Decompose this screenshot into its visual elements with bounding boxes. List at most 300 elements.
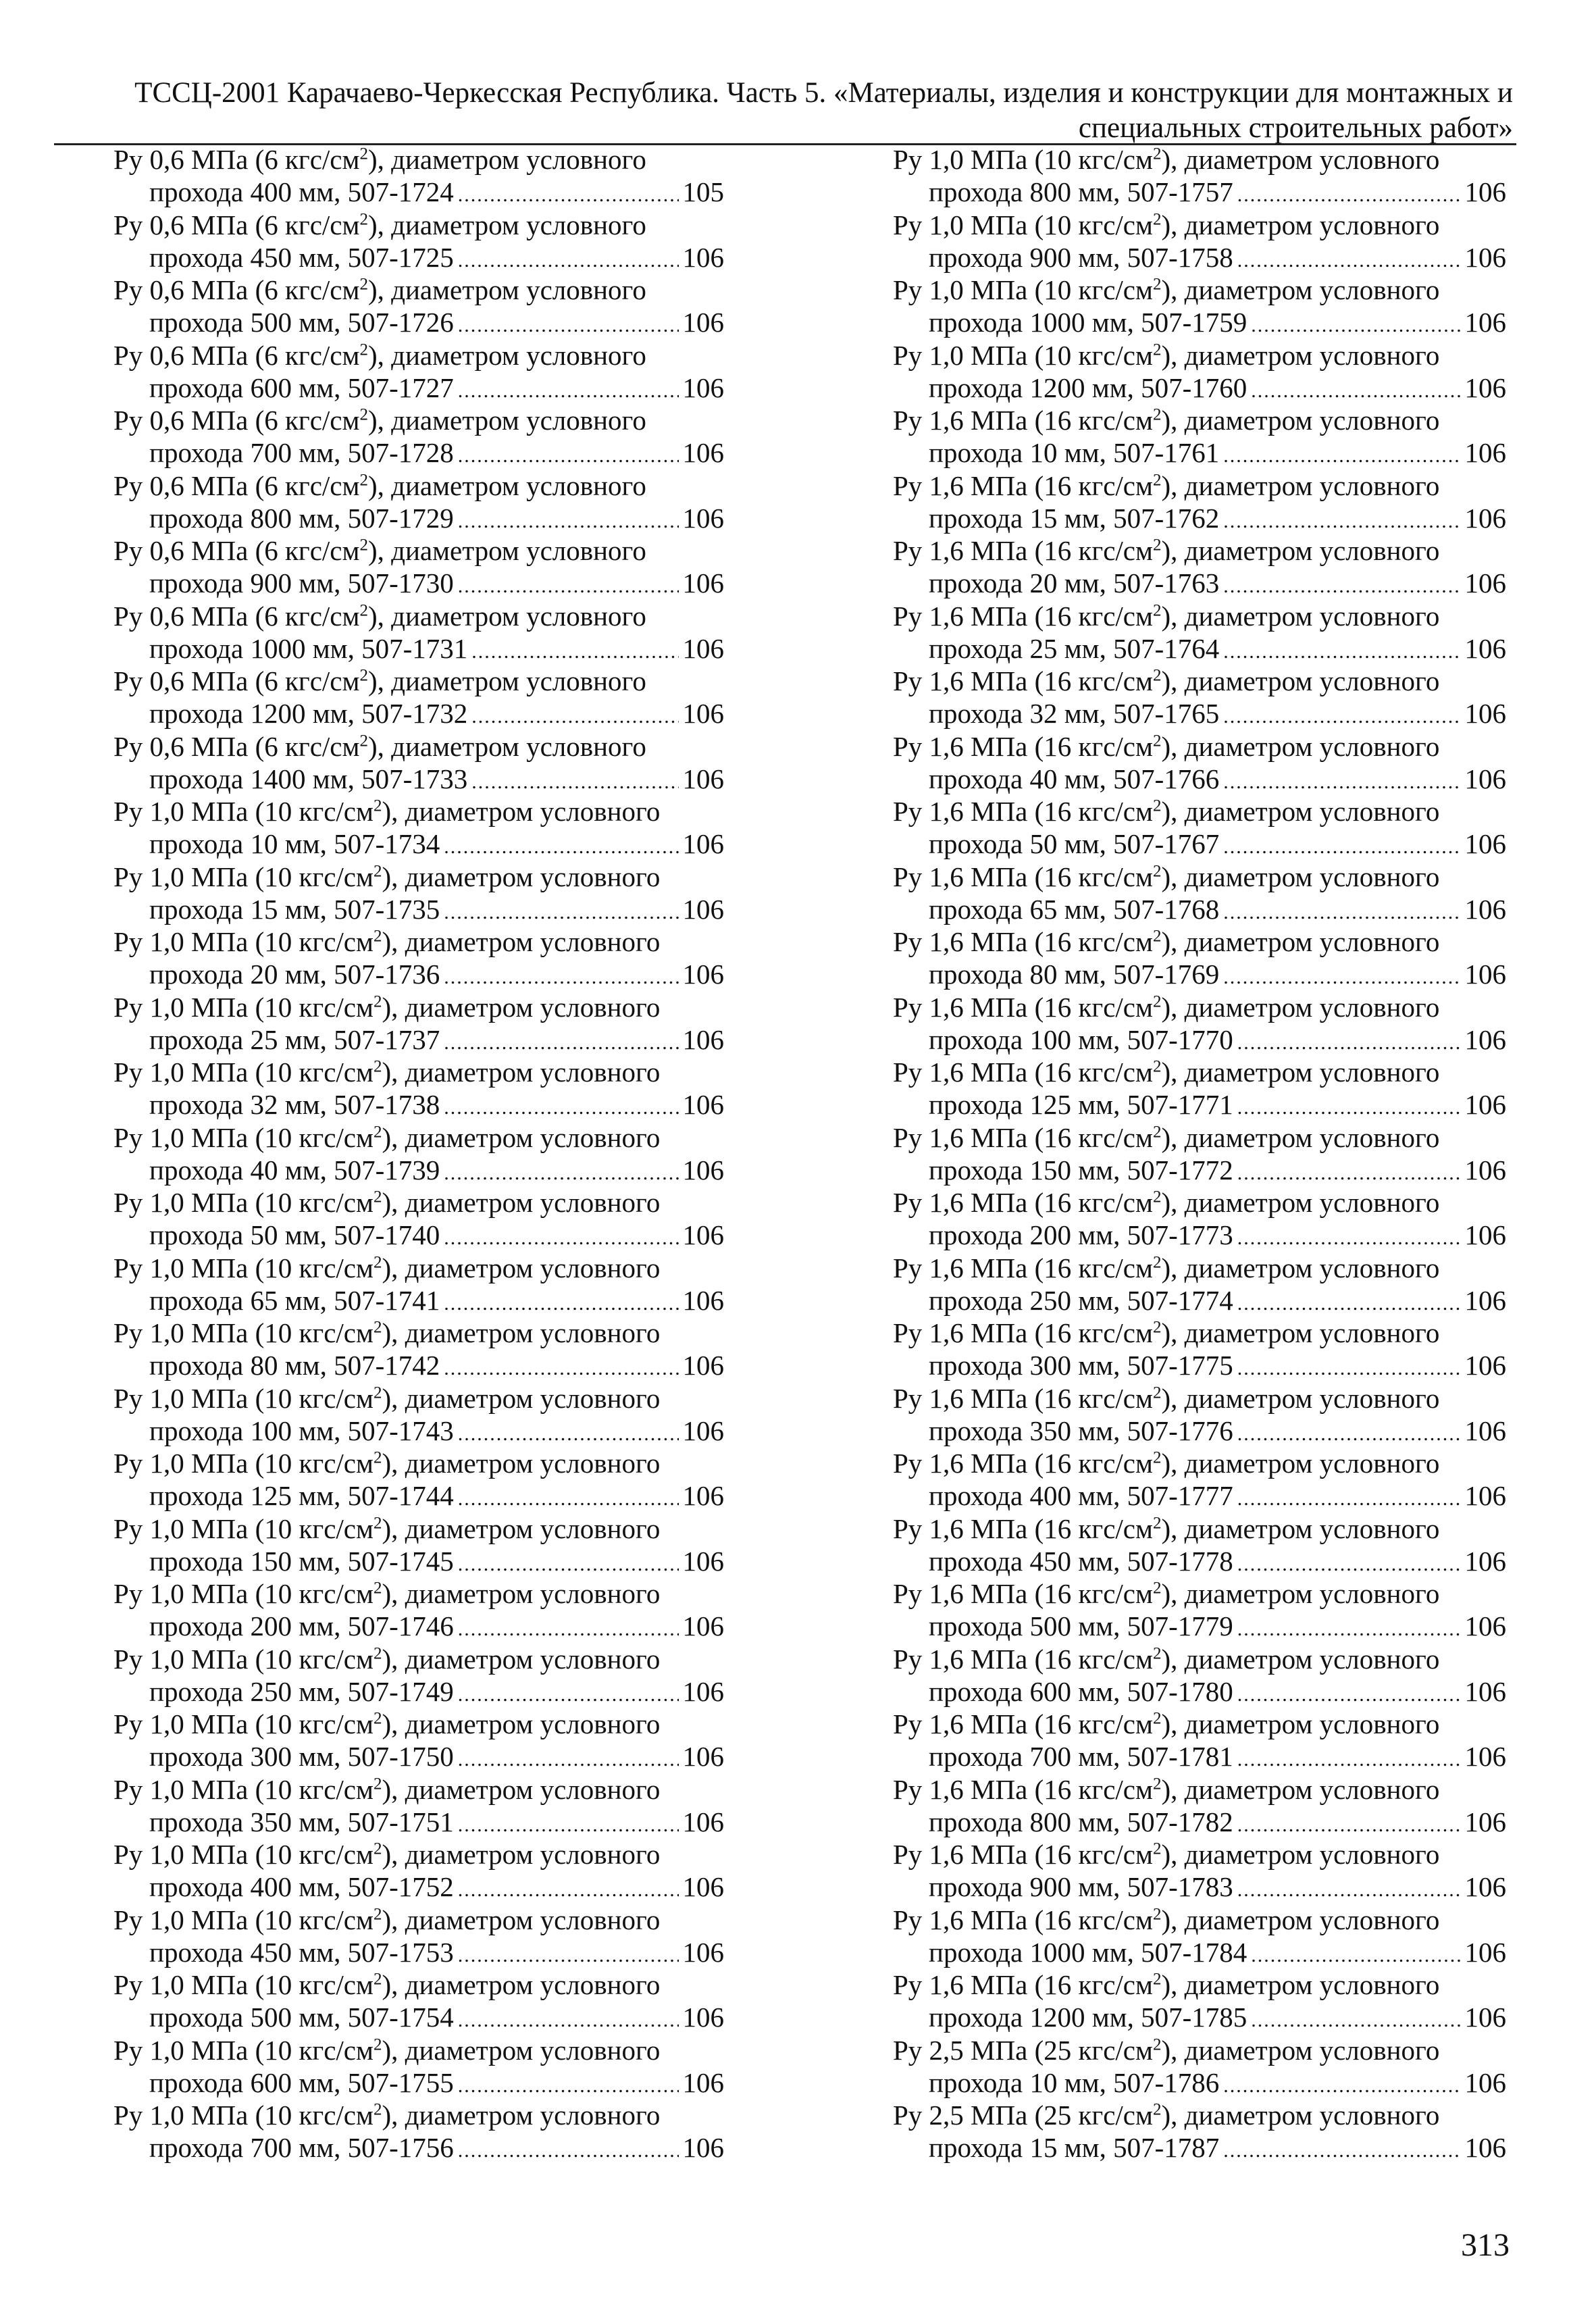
entry-description xyxy=(113,1123,724,1155)
entry-detail-line xyxy=(113,1611,724,1644)
entry-prefix: Ру 1,6 МПа (16 кгс/см xyxy=(893,926,1153,957)
entry-description xyxy=(113,1253,724,1286)
entry-page-ref: 106 xyxy=(1464,698,1506,729)
entry-suffix: ), диаметром условного xyxy=(367,665,646,696)
dot-leader xyxy=(1237,1288,1461,1319)
entry-detail: прохода 450 мм, 507-1778 xyxy=(929,1545,1233,1577)
entry-superscript: 2 xyxy=(373,1839,382,1858)
entry-page-ref: 106 xyxy=(1464,763,1506,794)
dot-leader xyxy=(444,1092,678,1123)
dot-leader xyxy=(1237,1614,1461,1644)
entry-description xyxy=(113,210,724,243)
entry-description xyxy=(113,1318,724,1350)
entry-suffix: ), диаметром условного xyxy=(382,1057,661,1088)
entry-superscript: 2 xyxy=(1152,145,1162,163)
index-entry xyxy=(113,1123,724,1188)
entry-description xyxy=(893,1644,1506,1677)
entry-description xyxy=(113,1775,724,1807)
entry-superscript: 2 xyxy=(373,1383,382,1402)
entry-prefix: Ру 1,0 МПа (10 кгс/см xyxy=(113,1252,374,1283)
entry-suffix: ), диаметром условного xyxy=(382,1969,661,2000)
entry-page-ref: 106 xyxy=(682,1871,724,1902)
entry-description xyxy=(113,666,724,698)
index-entry xyxy=(893,927,1506,992)
entry-prefix: Ру 1,0 МПа (10 кгс/см xyxy=(113,1382,374,1414)
entry-prefix: Ру 1,0 МПа (10 кгс/см xyxy=(113,1578,374,1609)
entry-superscript: 2 xyxy=(1152,1122,1162,1141)
entry-detail-line xyxy=(113,1090,724,1122)
entry-prefix: Ру 1,0 МПа (10 кгс/см xyxy=(113,1643,374,1675)
entry-detail: прохода 800 мм, 507-1729 xyxy=(149,502,454,534)
entry-description xyxy=(113,992,724,1025)
index-entry xyxy=(893,2100,1506,2166)
entry-detail-line xyxy=(113,829,724,861)
entry-suffix: ), диаметром условного xyxy=(382,991,661,1023)
dot-leader xyxy=(444,1158,678,1188)
entry-superscript: 2 xyxy=(359,666,368,685)
dot-leader xyxy=(458,1679,679,1710)
entry-page-ref: 106 xyxy=(682,959,724,990)
entry-detail-line xyxy=(113,438,724,470)
entry-detail: прохода 450 мм, 507-1725 xyxy=(149,241,454,273)
entry-detail-line xyxy=(113,2133,724,2165)
entry-superscript: 2 xyxy=(373,1513,382,1532)
entry-prefix: Ру 0,6 МПа (6 кгс/см xyxy=(113,144,360,175)
entry-suffix: ), диаметром условного xyxy=(1161,1839,1440,1870)
entry-detail-line xyxy=(893,1937,1506,1970)
dot-leader xyxy=(444,832,678,862)
entry-page-ref: 106 xyxy=(1464,502,1506,534)
entry-detail: прохода 900 мм, 507-1758 xyxy=(929,241,1233,273)
entry-page-ref: 106 xyxy=(682,241,724,273)
index-entry xyxy=(893,1579,1506,1644)
entry-description xyxy=(113,1709,724,1742)
entry-prefix: Ру 1,6 МПа (16 кгс/см xyxy=(893,1904,1153,1935)
entry-superscript: 2 xyxy=(1152,666,1162,685)
index-entry xyxy=(893,666,1506,732)
entry-suffix: ), диаметром условного xyxy=(1161,861,1440,892)
entry-superscript: 2 xyxy=(1152,1579,1162,1598)
entry-prefix: Ру 1,6 МПа (16 кгс/см xyxy=(893,1969,1153,2000)
entry-description xyxy=(893,145,1506,177)
dot-leader xyxy=(1237,180,1461,210)
entry-suffix: ), диаметром условного xyxy=(367,274,646,305)
entry-detail-line xyxy=(893,1546,1506,1579)
entry-detail-line xyxy=(893,829,1506,861)
entry-detail-line xyxy=(893,959,1506,992)
entry-prefix: Ру 1,6 МПа (16 кгс/см xyxy=(893,1708,1153,1739)
index-column-right xyxy=(893,145,1506,2166)
entry-page-ref: 106 xyxy=(682,307,724,338)
entry-description xyxy=(893,1123,1506,1155)
header-line-2: специальных строительных работ» xyxy=(1078,112,1513,144)
entry-prefix: Ру 1,6 МПа (16 кгс/см xyxy=(893,1839,1153,1870)
entry-superscript: 2 xyxy=(373,992,382,1011)
entry-detail-line xyxy=(113,1286,724,1318)
entry-prefix: Ру 0,6 МПа (6 кгс/см xyxy=(113,600,360,632)
entry-superscript: 2 xyxy=(359,145,368,163)
page-number: 313 xyxy=(1461,2227,1510,2263)
entry-superscript: 2 xyxy=(373,1709,382,1728)
entry-suffix: ), диаметром условного xyxy=(1161,2100,1440,2131)
entry-description xyxy=(893,1775,1506,1807)
entry-detail: прохода 500 мм, 507-1779 xyxy=(929,1610,1233,1642)
dot-leader xyxy=(458,245,679,276)
entry-page-ref: 106 xyxy=(682,437,724,468)
index-entry xyxy=(113,210,724,276)
entry-description xyxy=(893,405,1506,438)
entry-suffix: ), диаметром условного xyxy=(382,1708,661,1739)
entry-page-ref: 106 xyxy=(682,1610,724,1642)
entry-detail: прохода 500 мм, 507-1754 xyxy=(149,2002,454,2033)
entry-superscript: 2 xyxy=(1152,1448,1162,1467)
entry-suffix: ), диаметром условного xyxy=(1161,730,1440,762)
index-entry xyxy=(893,471,1506,536)
entry-detail: прохода 250 мм, 507-1774 xyxy=(929,1284,1233,1316)
entry-suffix: ), диаметром условного xyxy=(382,1578,661,1609)
entry-detail-line xyxy=(893,1677,1506,1709)
entry-description xyxy=(893,1839,1506,1872)
entry-page-ref: 106 xyxy=(682,2066,724,2098)
entry-prefix: Ру 1,6 МПа (16 кгс/см xyxy=(893,1773,1153,1805)
dot-leader xyxy=(1237,1679,1461,1710)
index-entry xyxy=(893,1970,1506,2035)
dot-leader xyxy=(1223,701,1460,732)
entry-detail: прохода 80 мм, 507-1742 xyxy=(149,1350,440,1381)
entry-suffix: ), диаметром условного xyxy=(382,1317,661,1348)
entry-detail-line xyxy=(893,1220,1506,1252)
entry-superscript: 2 xyxy=(1152,1252,1162,1271)
entry-suffix: ), диаметром условного xyxy=(1161,274,1440,305)
entry-suffix: ), диаметром условного xyxy=(367,600,646,632)
entry-detail-line xyxy=(893,1090,1506,1122)
entry-description xyxy=(893,862,1506,894)
entry-page-ref: 106 xyxy=(1464,1154,1506,1186)
entry-page-ref: 106 xyxy=(1464,1480,1506,1511)
entry-detail: прохода 1000 мм, 507-1759 xyxy=(929,307,1247,338)
entry-superscript: 2 xyxy=(1152,340,1162,359)
entry-suffix: ), диаметром условного xyxy=(1161,1187,1440,1218)
dot-leader xyxy=(471,636,678,667)
entry-description xyxy=(113,275,724,307)
index-entry xyxy=(113,275,724,340)
entry-detail-line xyxy=(113,177,724,209)
index-entry xyxy=(113,1579,724,1644)
dot-leader xyxy=(1251,2005,1460,2035)
entry-description xyxy=(113,1579,724,1611)
entry-detail-line xyxy=(113,2068,724,2100)
dot-leader xyxy=(1237,1223,1461,1253)
entry-prefix: Ру 1,0 МПа (10 кгс/см xyxy=(113,1121,374,1153)
entry-description xyxy=(893,927,1506,959)
entry-suffix: ), диаметром условного xyxy=(1161,1448,1440,1479)
entry-detail-line xyxy=(113,1025,724,1057)
entry-detail: прохода 450 мм, 507-1753 xyxy=(149,1936,454,1968)
index-entry xyxy=(113,862,724,927)
dot-leader xyxy=(444,1353,678,1383)
entry-detail-line xyxy=(113,1872,724,1904)
entry-detail-line xyxy=(113,373,724,405)
entry-detail: прохода 350 мм, 507-1751 xyxy=(149,1806,454,1837)
entry-suffix: ), диаметром условного xyxy=(1161,665,1440,696)
dot-leader xyxy=(458,506,679,536)
entry-detail: прохода 1000 мм, 507-1731 xyxy=(149,632,468,664)
entry-superscript: 2 xyxy=(1152,992,1162,1011)
entry-suffix: ), диаметром условного xyxy=(382,2034,661,2066)
entry-superscript: 2 xyxy=(1152,1513,1162,1532)
entry-superscript: 2 xyxy=(1152,1709,1162,1728)
entry-suffix: ), диаметром условного xyxy=(367,469,646,501)
entry-prefix: Ру 1,0 МПа (10 кгс/см xyxy=(113,991,374,1023)
entry-page-ref: 106 xyxy=(682,1545,724,1577)
index-entry xyxy=(113,1057,724,1123)
dot-leader xyxy=(458,2070,679,2101)
entry-superscript: 2 xyxy=(1152,927,1162,946)
entry-superscript: 2 xyxy=(373,861,382,880)
entry-prefix: Ру 1,0 МПа (10 кгс/см xyxy=(113,1904,374,1935)
entry-prefix: Ру 1,6 МПа (16 кгс/см xyxy=(893,535,1153,566)
entry-page-ref: 106 xyxy=(1464,1806,1506,1837)
entry-prefix: Ру 1,0 МПа (10 кгс/см xyxy=(113,2100,374,2131)
entry-prefix: Ру 0,6 МПа (6 кгс/см xyxy=(113,209,360,240)
entry-detail: прохода 1200 мм, 507-1760 xyxy=(929,372,1247,403)
entry-page-ref: 106 xyxy=(1464,1610,1506,1642)
entry-description xyxy=(893,1448,1506,1481)
entry-prefix: Ру 1,6 МПа (16 кгс/см xyxy=(893,1643,1153,1675)
entry-page-ref: 106 xyxy=(1464,567,1506,599)
entry-detail-line xyxy=(113,698,724,731)
entry-detail-line xyxy=(113,1155,724,1188)
entry-suffix: ), диаметром условного xyxy=(382,1448,661,1479)
entry-suffix: ), диаметром условного xyxy=(382,1382,661,1414)
entry-description xyxy=(113,145,724,177)
dot-leader xyxy=(444,1027,678,1058)
entry-page-ref: 106 xyxy=(682,1806,724,1837)
entry-page-ref: 106 xyxy=(1464,176,1506,207)
entry-description xyxy=(113,927,724,959)
entry-detail-line xyxy=(113,307,724,340)
entry-prefix: Ру 1,6 МПа (16 кгс/см xyxy=(893,469,1153,501)
entry-prefix: Ру 1,0 МПа (10 кгс/см xyxy=(113,1317,374,1348)
index-entry xyxy=(893,732,1506,797)
entry-description xyxy=(113,601,724,634)
index-entry xyxy=(893,1448,1506,1514)
entry-superscript: 2 xyxy=(359,731,368,750)
index-entry xyxy=(893,340,1506,406)
entry-detail: прохода 100 мм, 507-1743 xyxy=(149,1415,454,1446)
entry-description xyxy=(113,1057,724,1090)
index-entry xyxy=(113,1905,724,1971)
entry-superscript: 2 xyxy=(1152,861,1162,880)
entry-detail-line xyxy=(893,698,1506,731)
entry-page-ref: 106 xyxy=(1464,1219,1506,1250)
entry-detail-line xyxy=(893,438,1506,470)
entry-detail: прохода 40 мм, 507-1766 xyxy=(929,763,1220,794)
dot-leader xyxy=(1237,1483,1461,1514)
entry-superscript: 2 xyxy=(1152,1057,1162,1076)
entry-detail-line xyxy=(113,1807,724,1839)
dot-leader xyxy=(458,376,679,406)
entry-prefix: Ру 1,0 МПа (10 кгс/см xyxy=(113,861,374,892)
entry-superscript: 2 xyxy=(373,1122,382,1141)
entry-suffix: ), диаметром условного xyxy=(382,1643,661,1675)
entry-page-ref: 106 xyxy=(682,828,724,859)
entry-suffix: ), диаметром условного xyxy=(382,2100,661,2131)
entry-page-ref: 106 xyxy=(1464,2066,1506,2098)
entry-prefix: Ру 1,0 МПа (10 кгс/см xyxy=(113,2034,374,2066)
entry-detail: прохода 250 мм, 507-1749 xyxy=(149,1675,454,1707)
dot-leader xyxy=(1237,1419,1461,1449)
entry-description xyxy=(113,1905,724,1937)
entry-prefix: Ру 1,6 МПа (16 кгс/см xyxy=(893,861,1153,892)
entry-description xyxy=(893,1318,1506,1350)
entry-page-ref: 106 xyxy=(682,1936,724,1968)
entry-suffix: ), диаметром условного xyxy=(382,926,661,957)
entry-description xyxy=(893,275,1506,307)
entry-detail-line xyxy=(113,1937,724,1970)
entry-superscript: 2 xyxy=(1152,1318,1162,1337)
entry-prefix: Ру 1,0 МПа (10 кгс/см xyxy=(113,1448,374,1479)
entry-page-ref: 106 xyxy=(1464,2002,1506,2033)
index-entry xyxy=(893,1775,1506,1840)
entry-page-ref: 106 xyxy=(682,1480,724,1511)
dot-leader xyxy=(444,1288,678,1319)
entry-description xyxy=(113,1188,724,1220)
entry-prefix: Ру 1,6 МПа (16 кгс/см xyxy=(893,600,1153,632)
entry-superscript: 2 xyxy=(373,2035,382,2054)
dot-leader xyxy=(1223,897,1460,927)
dot-leader xyxy=(458,2005,679,2035)
entry-suffix: ), диаметром условного xyxy=(1161,1904,1440,1935)
entry-suffix: ), диаметром условного xyxy=(382,1252,661,1283)
entry-detail-line xyxy=(113,894,724,927)
entry-suffix: ), диаметром условного xyxy=(1161,1382,1440,1414)
entry-detail: прохода 32 мм, 507-1765 xyxy=(929,698,1220,729)
dot-leader xyxy=(458,571,679,601)
entry-page-ref: 106 xyxy=(1464,1350,1506,1381)
entry-superscript: 2 xyxy=(359,209,368,228)
entry-prefix: Ру 1,0 МПа (10 кгс/см xyxy=(113,926,374,957)
entry-suffix: ), диаметром условного xyxy=(1161,405,1440,436)
entry-superscript: 2 xyxy=(1152,470,1162,489)
entry-suffix: ), диаметром условного xyxy=(1161,535,1440,566)
entry-detail: прохода 600 мм, 507-1727 xyxy=(149,372,454,403)
entry-page-ref: 106 xyxy=(1464,1284,1506,1316)
entry-superscript: 2 xyxy=(1152,2035,1162,2054)
entry-description xyxy=(893,1057,1506,1090)
entry-detail: прохода 125 мм, 507-1771 xyxy=(929,1089,1233,1120)
entry-prefix: Ру 1,6 МПа (16 кгс/см xyxy=(893,1382,1153,1414)
entry-detail: прохода 1400 мм, 507-1733 xyxy=(149,763,468,794)
entry-superscript: 2 xyxy=(373,1448,382,1467)
dot-leader xyxy=(1237,1092,1461,1123)
entry-prefix: Ру 1,6 МПа (16 кгс/см xyxy=(893,1121,1153,1153)
index-entry xyxy=(113,1383,724,1449)
entry-superscript: 2 xyxy=(373,927,382,946)
index-entry xyxy=(893,145,1506,210)
index-entry xyxy=(113,340,724,406)
index-entry xyxy=(113,666,724,732)
entry-prefix: Ру 1,6 МПа (16 кгс/см xyxy=(893,730,1153,762)
entry-detail: прохода 1000 мм, 507-1784 xyxy=(929,1936,1247,1968)
entry-prefix: Ру 1,0 МПа (10 кгс/см xyxy=(113,1839,374,1870)
entry-detail: прохода 40 мм, 507-1739 xyxy=(149,1154,440,1186)
entry-detail-line xyxy=(893,307,1506,340)
entry-superscript: 2 xyxy=(1152,1644,1162,1662)
index-entry xyxy=(893,1383,1506,1449)
entry-detail-line xyxy=(113,568,724,601)
entry-detail: прохода 800 мм, 507-1782 xyxy=(929,1806,1233,1837)
entry-page-ref: 106 xyxy=(682,1089,724,1120)
entry-detail: прохода 400 мм, 507-1724 xyxy=(149,176,454,207)
index-entry xyxy=(893,862,1506,927)
entry-detail: прохода 15 мм, 507-1762 xyxy=(929,502,1220,534)
index-entry xyxy=(893,1905,1506,1971)
entry-prefix: Ру 0,6 МПа (6 кгс/см xyxy=(113,535,360,566)
entry-description xyxy=(893,732,1506,764)
entry-prefix: Ру 0,6 МПа (6 кгс/см xyxy=(113,339,360,371)
entry-description xyxy=(893,1514,1506,1546)
entry-description xyxy=(113,1514,724,1546)
dot-leader xyxy=(1237,1158,1461,1188)
index-entry xyxy=(113,1318,724,1383)
entry-prefix: Ру 1,0 МПа (10 кгс/см xyxy=(113,796,374,827)
entry-description xyxy=(113,862,724,894)
dot-leader xyxy=(1237,1549,1461,1579)
entry-superscript: 2 xyxy=(1152,731,1162,750)
entry-detail: прохода 1200 мм, 507-1732 xyxy=(149,698,468,729)
entry-detail: прохода 400 мм, 507-1777 xyxy=(929,1480,1233,1511)
entry-detail: прохода 15 мм, 507-1787 xyxy=(929,2132,1220,2163)
entry-detail: прохода 350 мм, 507-1776 xyxy=(929,1415,1233,1446)
entry-suffix: ), диаметром условного xyxy=(382,1904,661,1935)
entry-prefix: Ру 1,0 МПа (10 кгс/см xyxy=(113,1773,374,1805)
entry-superscript: 2 xyxy=(373,1644,382,1662)
entry-detail-line xyxy=(893,1807,1506,1839)
entry-detail-line xyxy=(113,1481,724,1513)
entry-prefix: Ру 1,0 МПа (10 кгс/см xyxy=(113,1187,374,1218)
entry-detail: прохода 125 мм, 507-1744 xyxy=(149,1480,454,1511)
entry-detail-line xyxy=(893,634,1506,666)
dot-leader xyxy=(458,2135,679,2166)
entry-superscript: 2 xyxy=(1152,601,1162,619)
entry-suffix: ), диаметром условного xyxy=(1161,1252,1440,1283)
entry-detail: прохода 25 мм, 507-1737 xyxy=(149,1023,440,1055)
entry-detail-line xyxy=(113,1677,724,1709)
entry-description xyxy=(893,471,1506,503)
entry-description xyxy=(893,1970,1506,2002)
entry-page-ref: 106 xyxy=(682,372,724,403)
entry-description xyxy=(113,2100,724,2133)
entry-suffix: ), диаметром условного xyxy=(367,535,646,566)
entry-prefix: Ру 1,0 МПа (10 кгс/см xyxy=(893,144,1153,175)
dot-leader xyxy=(1223,636,1460,667)
entry-detail: прохода 500 мм, 507-1726 xyxy=(149,307,454,338)
entry-suffix: ), диаметром условного xyxy=(1161,1317,1440,1348)
entry-description xyxy=(113,1383,724,1416)
entry-superscript: 2 xyxy=(359,405,368,424)
entry-prefix: Ру 1,6 МПа (16 кгс/см xyxy=(893,665,1153,696)
entry-detail-line xyxy=(113,1546,724,1579)
entry-prefix: Ру 1,6 МПа (16 кгс/см xyxy=(893,405,1153,436)
entry-page-ref: 106 xyxy=(1464,1545,1506,1577)
entry-detail-line xyxy=(113,1416,724,1448)
entry-superscript: 2 xyxy=(1152,536,1162,555)
entry-suffix: ), диаметром условного xyxy=(367,209,646,240)
entry-suffix: ), диаметром условного xyxy=(367,144,646,175)
entry-detail-line xyxy=(113,243,724,275)
entry-description xyxy=(893,796,1506,829)
